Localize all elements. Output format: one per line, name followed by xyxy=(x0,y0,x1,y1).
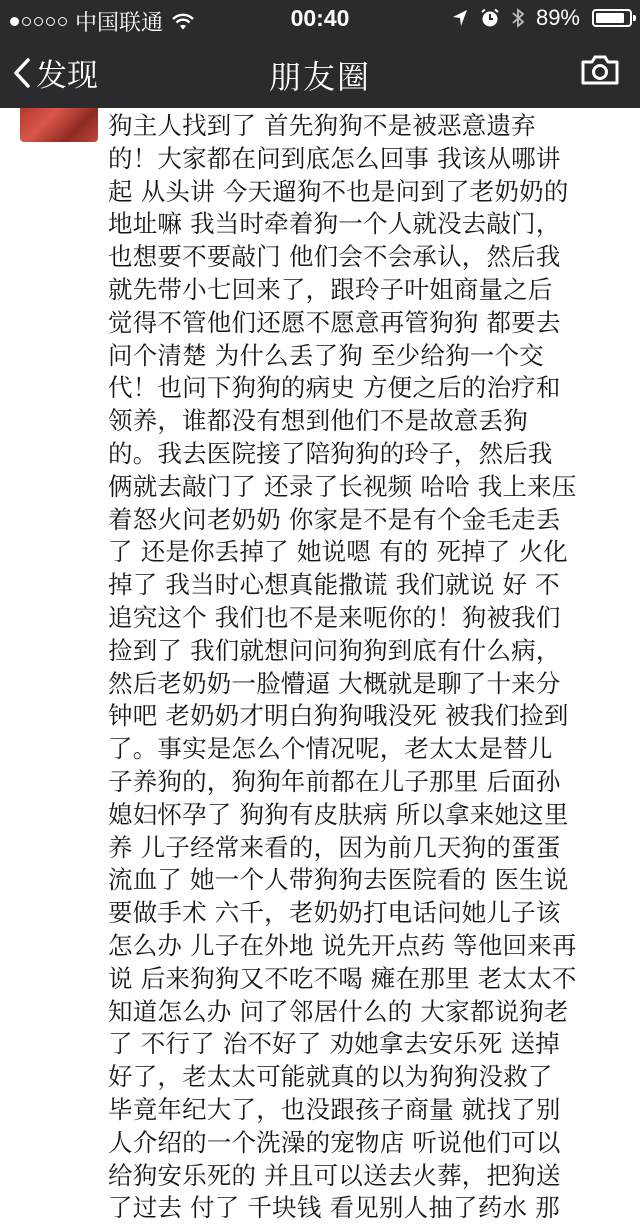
status-bar xyxy=(0,0,640,36)
moments-feed xyxy=(0,108,640,1223)
bluetooth-icon xyxy=(512,8,524,28)
avatar[interactable] xyxy=(20,108,98,142)
camera-button[interactable] xyxy=(580,54,620,90)
location-arrow-icon xyxy=(452,9,468,27)
camera-icon xyxy=(580,54,620,86)
page-title: 朋友圈 xyxy=(268,58,371,96)
battery-icon xyxy=(592,9,632,27)
clock: 00:40 xyxy=(290,5,350,31)
back-label: 发现 xyxy=(36,58,98,94)
alarm-icon xyxy=(480,8,500,28)
status-bar-right xyxy=(452,5,632,31)
post-text: 狗主人找到了 首先狗狗不是被恶意遗弃 的！大家都在问到底怎么回事 我该从哪讲 起 从头讲 今天遛狗不也是问到了老奶奶的 地址嘛 我当时牵着狗一个人就没去敲门， 也想要不要敲门 他们会不会承认，然后我 就先带小七回来了，跟玲子叶姐商量之后 觉得不管他们还愿不愿意再管狗狗 都要去 问个清楚 为什么丢了狗 至少给狗一个交 代！也问下狗狗的病史 方便之后的治疗和 领养，谁都没有想到他们不是故意丢狗 的。我去医院接了陪狗狗的玲子，然后我 俩就去敲门了 还录了长视频 哈哈 我上来压 着怒火问老奶奶 你家是不是有个金毛走丢 了 还是你丢掉了 她说嗯 有的 死掉了 火化 掉了 我当时心想真能撒谎 我们就说 好 不 追究这个 我们也不是来呃你的！狗被我们 捡到了 我们就想问问狗狗到底有什么病， 然后老奶奶一脸懵逼 大概就是聊了十来分 钟吧 老奶奶才明白狗狗哦没死 被我们捡到 了。事实是怎么个情况呢，老太太是替儿 子养狗的，狗狗年前都在儿子那里 后面孙 媳妇怀孕了 狗狗有皮肤病 所以拿来她这里 养 儿子经常来看的，因为前几天狗的蛋蛋 流血了 她一个人带狗狗去医院看的 医生说 要做手术 六千，老奶奶打电话问她儿子该 怎么办 儿子在外地 说先开点药 等他回来再 说 后来狗狗又不吃不喝 瘫在那里 老太太不 知道怎么办 问了邻居什么的 大家都说狗老 了 不行了 治不好了 劝她拿去安乐死 送掉 好了，老太太可能就真的以为狗狗没救了 毕竟年纪大了，也没跟孩子商量 就找了别 人介绍的一个洗澡的宠物店 听说他们可以 给狗安乐死的 并且可以送去火葬，把狗送 了过去 付了 千块钱 看见别人抽了药水 那 xyxy=(108,111,577,1223)
nav-bar xyxy=(0,36,640,108)
carrier-label: 中国联通 xyxy=(75,10,164,35)
battery-percent: 89% xyxy=(535,5,580,30)
